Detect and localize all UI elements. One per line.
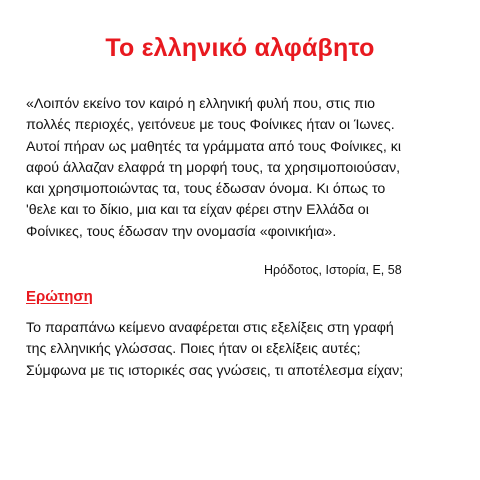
quote-line: 'θελε και το δίκιο, μια και τα είχαν φέρει στην Ελλάδα οι	[26, 202, 369, 219]
question-line: Σύμφωνα με τις ιστορικές σας γνώσεις, τι αποτέλεσμα είχαν;	[26, 362, 404, 379]
question-heading: Ερώτηση	[26, 288, 93, 305]
quote-line: αφού άλλαζαν ελαφρά τη μορφή τους, τα χρησιμοποιούσαν,	[26, 159, 401, 176]
page-title: Το ελληνικό αλφάβητο	[105, 34, 375, 62]
quote-line: πολλές περιοχές, γειτόνευε με τους Φοίνικες ήταν οι Ίωνες.	[26, 117, 395, 134]
quote-text	[26, 94, 466, 243]
quote-line: «Λοιπόν εκείνο τον καιρό η ελληνική φυλή που, στις πιο	[26, 96, 375, 112]
quote-line: και χρησιμοποιώντας τα, τους έδωσαν όνομα. Κι όπως το	[26, 181, 386, 198]
question-line: Το παραπάνω κείμενο αναφέρεται στις εξελίξεις στη γραφή	[26, 320, 394, 336]
quote-line: Φοίνικες, τους έδωσαν την ονομασία «φοινικήια».	[26, 223, 337, 240]
question-line: της ελληνικής γλώσσας. Ποιες ήταν οι εξελίξεις αυτές;	[26, 341, 361, 358]
quote-line: Αυτοί πήραν ως μαθητές τα γράμματα από τους Φοίνικες, κι	[26, 138, 401, 155]
quote-source: Ηρόδοτος, Ιστορία, Ε, 58	[264, 263, 402, 277]
question-text	[26, 318, 466, 382]
